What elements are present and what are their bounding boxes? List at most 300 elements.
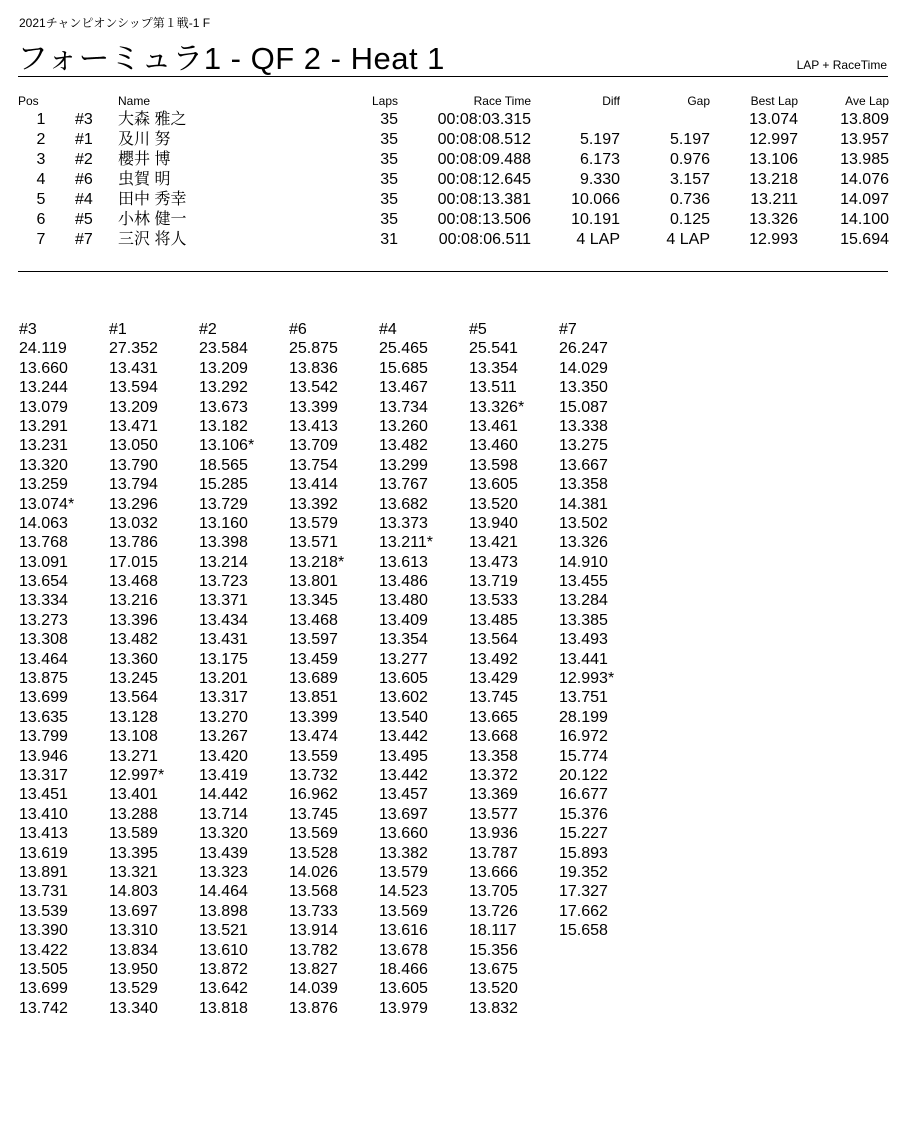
lap-time: 15.356 [469, 941, 518, 959]
lap-time: 13.326 [559, 534, 608, 552]
gap: 5.197 [669, 131, 710, 148]
lap-time: 13.340 [109, 999, 158, 1017]
lap-time: 13.660 [379, 825, 428, 843]
ave-lap: 14.076 [840, 171, 889, 188]
lap-time: 13.259 [19, 476, 68, 494]
lap-time: 13.310 [109, 922, 158, 940]
lap-column [379, 320, 467, 1018]
lap-time: 13.461 [469, 417, 518, 435]
best-lap: 13.218 [749, 171, 798, 188]
lap-time: 13.320 [199, 825, 248, 843]
lap-time: 16.677 [559, 786, 608, 804]
lap-time: 13.434 [199, 611, 248, 629]
lap-time: 13.482 [109, 631, 158, 649]
lap-time: 13.875 [19, 670, 68, 688]
lap-time: 13.605 [469, 476, 518, 494]
lap-time: 14.910 [559, 553, 608, 571]
lap-time: 13.492 [469, 650, 518, 668]
lap-time: 13.409 [379, 611, 428, 629]
lap-time: 13.464 [19, 650, 68, 668]
lap-time: 17.327 [559, 883, 608, 901]
lap-time: 13.474 [289, 728, 338, 746]
car-number: #1 [75, 131, 93, 148]
lap-time: 13.569 [289, 825, 338, 843]
lap-time: 13.382 [379, 844, 428, 862]
lap-time: 13.321 [109, 863, 158, 881]
lap-time: 13.520 [469, 980, 518, 998]
lap-time: 13.540 [379, 708, 428, 726]
diff: 9.330 [579, 171, 620, 188]
lap-column [469, 320, 557, 1018]
lap-time: 13.851 [289, 689, 338, 707]
race-time: 00:08:03.315 [437, 111, 531, 128]
lap-time: 24.119 [19, 340, 67, 358]
driver-name: 小林 健一 [118, 211, 187, 228]
lap-time: 13.533 [469, 592, 518, 610]
lap-time: 13.431 [199, 631, 248, 649]
lap-time: 13.216 [109, 592, 158, 610]
result-row [18, 110, 888, 130]
lap-time: 18.117 [469, 922, 517, 940]
pos: 4 [36, 171, 46, 188]
lap-time: 13.568 [289, 883, 338, 901]
lap-time: 13.801 [289, 573, 338, 591]
lap-time: 13.032 [109, 514, 158, 532]
lap-time: 13.571 [289, 534, 338, 552]
driver-name: 虫賀 明 [118, 171, 171, 188]
laps: 35 [380, 131, 398, 148]
lap-time: 19.352 [559, 863, 608, 881]
lap-column-header: #6 [289, 321, 307, 338]
lap-time: 13.675 [469, 960, 518, 978]
lap-time: 13.292 [199, 379, 248, 397]
lap-time: 13.291 [19, 417, 68, 435]
driver-name: 大森 雅之 [118, 111, 187, 128]
race-time: 00:08:13.506 [437, 211, 531, 228]
best-lap: 13.074 [749, 111, 798, 128]
lap-time: 13.320 [19, 456, 68, 474]
lap-time: 15.285 [199, 476, 248, 494]
col-name: Name [118, 94, 151, 108]
lap-time: 13.668 [469, 728, 518, 746]
lap-time: 13.439 [199, 844, 248, 862]
lap-column [199, 320, 287, 1018]
lap-time: 13.284 [559, 592, 608, 610]
lap-time: 13.665 [469, 708, 518, 726]
lap-time: 13.520 [469, 495, 518, 513]
lap-time: 13.410 [19, 805, 68, 823]
ave-lap: 14.097 [840, 191, 889, 208]
lap-time: 13.074* [19, 495, 75, 513]
lap-time: 13.699 [19, 980, 68, 998]
lap-time: 13.471 [109, 417, 158, 435]
lap-time: 13.350 [559, 379, 608, 397]
lap-time: 25.875 [289, 340, 338, 358]
diff: 10.191 [571, 211, 620, 228]
driver-name: 及川 努 [118, 131, 171, 148]
lap-time: 13.597 [289, 631, 338, 649]
best-lap: 13.326 [749, 211, 798, 228]
ave-lap: 13.809 [840, 111, 889, 128]
lap-time: 13.460 [469, 437, 518, 455]
lap-time: 15.376 [559, 805, 608, 823]
lap-time: 13.616 [379, 922, 428, 940]
diff: 5.197 [579, 131, 620, 148]
lap-time: 13.209 [109, 398, 158, 416]
lap-time: 13.354 [379, 631, 428, 649]
lap-time: 13.594 [109, 379, 158, 397]
lap-time: 13.768 [19, 534, 68, 552]
lap-time: 13.395 [109, 844, 158, 862]
col-diff: Diff [602, 94, 620, 108]
ave-lap: 13.985 [840, 151, 889, 168]
lap-time: 13.442 [379, 766, 428, 784]
lap-time: 13.231 [19, 437, 68, 455]
diff: 10.066 [571, 191, 620, 208]
lap-time: 25.465 [379, 340, 428, 358]
lap-time: 13.697 [109, 902, 158, 920]
lap-time: 13.577 [469, 805, 518, 823]
pos: 5 [36, 191, 46, 208]
lap-column [289, 320, 377, 1018]
lap-time: 13.786 [109, 534, 158, 552]
lap-time: 13.598 [469, 456, 518, 474]
lap-time: 13.372 [469, 766, 518, 784]
lap-time: 13.697 [379, 805, 428, 823]
lap-time: 13.050 [109, 437, 158, 455]
lap-time: 13.414 [289, 476, 338, 494]
lap-time: 13.420 [199, 747, 248, 765]
lap-time: 13.635 [19, 708, 68, 726]
lap-time: 13.613 [379, 553, 428, 571]
lap-time: 13.431 [109, 359, 158, 377]
lap-time: 13.296 [109, 495, 158, 513]
lap-time: 25.541 [469, 340, 518, 358]
results-table [18, 94, 888, 250]
pos: 6 [36, 211, 46, 228]
pos: 3 [36, 151, 46, 168]
result-row [18, 150, 888, 170]
lap-time: 13.602 [379, 689, 428, 707]
lap-column-header: #7 [559, 321, 577, 338]
laps: 31 [380, 231, 398, 248]
laps: 35 [380, 151, 398, 168]
lap-time: 13.392 [289, 495, 338, 513]
lap-time: 13.834 [109, 941, 158, 959]
lap-time: 13.660 [19, 359, 68, 377]
lap-time: 13.218* [289, 553, 345, 571]
lap-time: 13.876 [289, 999, 338, 1017]
lap-time: 13.373 [379, 514, 428, 532]
lap-time: 13.731 [19, 883, 68, 901]
lap-time: 13.891 [19, 863, 68, 881]
lap-time: 13.360 [109, 650, 158, 668]
lap-time: 13.564 [469, 631, 518, 649]
lap-time: 13.754 [289, 456, 338, 474]
lap-time: 13.385 [559, 611, 608, 629]
lap-time: 20.122 [559, 766, 608, 784]
race-time: 00:08:09.488 [437, 151, 531, 168]
lap-time: 13.106* [199, 437, 255, 455]
lap-time: 13.429 [469, 670, 518, 688]
lap-time: 13.790 [109, 456, 158, 474]
lap-time: 13.605 [379, 980, 428, 998]
lap-time: 14.803 [109, 883, 158, 901]
lap-column [559, 320, 647, 941]
gap: 3.157 [669, 171, 710, 188]
lap-time: 13.799 [19, 728, 68, 746]
result-row [18, 210, 888, 230]
lap-time: 15.087 [559, 398, 608, 416]
lap-time: 13.108 [109, 728, 158, 746]
lap-time: 13.505 [19, 960, 68, 978]
lap-time: 13.334 [19, 592, 68, 610]
lap-time: 13.528 [289, 844, 338, 862]
lap-time: 13.214 [199, 553, 248, 571]
lap-time: 12.997* [109, 766, 165, 784]
gap: 0.976 [669, 151, 710, 168]
lap-time: 13.399 [289, 708, 338, 726]
lap-time: 13.175 [199, 650, 248, 668]
laps: 35 [380, 171, 398, 188]
lap-time: 13.673 [199, 398, 248, 416]
lap-time: 13.245 [109, 670, 158, 688]
lap-time: 13.413 [19, 825, 68, 843]
lap-time: 13.244 [19, 379, 68, 397]
lap-time: 13.273 [19, 611, 68, 629]
car-number: #7 [75, 231, 93, 248]
lap-time: 13.299 [379, 456, 428, 474]
lap-time: 13.317 [19, 766, 68, 784]
lap-time: 13.413 [289, 417, 338, 435]
laps: 35 [380, 111, 398, 128]
lap-time: 13.482 [379, 437, 428, 455]
lap-time: 13.914 [289, 922, 338, 940]
lap-time: 13.745 [469, 689, 518, 707]
lap-time: 13.480 [379, 592, 428, 610]
lap-time: 14.442 [199, 786, 248, 804]
lap-time: 13.182 [199, 417, 248, 435]
ave-lap: 14.100 [840, 211, 889, 228]
lap-time: 13.201 [199, 670, 248, 688]
lap-time: 14.063 [19, 514, 68, 532]
lap-time: 13.936 [469, 825, 518, 843]
lap-time: 13.946 [19, 747, 68, 765]
lap-time: 13.486 [379, 573, 428, 591]
lap-time: 13.559 [289, 747, 338, 765]
lap-time: 13.872 [199, 960, 248, 978]
lap-time: 13.682 [379, 495, 428, 513]
lap-time: 15.893 [559, 844, 608, 862]
lap-time: 13.699 [19, 689, 68, 707]
best-lap: 12.997 [749, 131, 798, 148]
lap-time: 13.827 [289, 960, 338, 978]
lap-time: 14.523 [379, 883, 428, 901]
lap-time: 13.940 [469, 514, 518, 532]
lap-time: 13.323 [199, 863, 248, 881]
col-race-time: Race Time [473, 94, 531, 108]
lap-time: 13.422 [19, 941, 68, 959]
lap-time: 13.308 [19, 631, 68, 649]
lap-column [109, 320, 197, 1018]
lap-time: 13.457 [379, 786, 428, 804]
lap-time: 15.227 [559, 825, 608, 843]
lap-time: 12.993* [559, 670, 615, 688]
result-row [18, 190, 888, 210]
race-time: 00:08:13.381 [437, 191, 531, 208]
lap-time: 17.015 [109, 553, 158, 571]
lap-time: 13.358 [469, 747, 518, 765]
lap-time: 13.511 [469, 379, 517, 397]
ave-lap: 15.694 [840, 231, 889, 248]
lap-time: 15.685 [379, 359, 428, 377]
lap-column-header: #1 [109, 321, 127, 338]
lap-time: 16.972 [559, 728, 608, 746]
lap-time: 13.160 [199, 514, 248, 532]
lap-time: 13.950 [109, 960, 158, 978]
lap-time: 13.468 [109, 573, 158, 591]
lap-time: 13.579 [379, 863, 428, 881]
race-time: 00:08:06.511 [438, 231, 531, 248]
ave-lap: 13.957 [840, 131, 889, 148]
results-header [18, 94, 888, 110]
lap-time: 13.441 [559, 650, 608, 668]
lap-time: 13.211* [379, 534, 433, 552]
lap-time: 13.267 [199, 728, 248, 746]
lap-time: 13.371 [199, 592, 248, 610]
lap-time: 13.467 [379, 379, 428, 397]
best-lap: 13.211 [750, 191, 798, 208]
lap-time: 13.705 [469, 883, 518, 901]
result-row [18, 130, 888, 150]
lap-time: 13.832 [469, 999, 518, 1017]
lap-time: 13.723 [199, 573, 248, 591]
car-number: #4 [75, 191, 93, 208]
lap-time: 13.529 [109, 980, 158, 998]
lap-time: 27.352 [109, 340, 158, 358]
lap-time: 28.199 [559, 708, 608, 726]
lap-time: 15.658 [559, 922, 608, 940]
lap-time: 13.726 [469, 902, 518, 920]
lap-time: 13.979 [379, 999, 428, 1017]
lap-time: 13.787 [469, 844, 518, 862]
lap-time: 13.401 [109, 786, 158, 804]
lap-column-header: #2 [199, 321, 217, 338]
diff: 4 LAP [576, 231, 620, 248]
lap-time: 13.091 [19, 553, 68, 571]
car-number: #5 [75, 211, 93, 228]
lap-time: 13.502 [559, 514, 608, 532]
lap-time: 13.270 [199, 708, 248, 726]
race-time: 00:08:12.645 [437, 171, 531, 188]
gap: 4 LAP [666, 231, 710, 248]
page-title: フォーミュラ1 - QF 2 - Heat 1 [17, 41, 445, 76]
mode-label: LAP + RaceTime [796, 58, 887, 72]
lap-time: 13.275 [559, 437, 608, 455]
result-row [18, 230, 888, 250]
lap-time: 14.026 [289, 863, 338, 881]
lap-time: 13.451 [19, 786, 68, 804]
lap-time: 13.354 [469, 359, 518, 377]
lap-time: 13.709 [289, 437, 338, 455]
lap-time: 13.317 [199, 689, 248, 707]
col-pos: Pos [18, 94, 39, 108]
lap-time: 13.539 [19, 902, 68, 920]
lap-time: 13.390 [19, 922, 68, 940]
lap-time: 13.642 [199, 980, 248, 998]
lap-time: 13.398 [199, 534, 248, 552]
gap: 0.736 [669, 191, 710, 208]
lap-time: 15.774 [559, 747, 608, 765]
lap-time: 13.459 [289, 650, 338, 668]
lap-time: 13.605 [379, 670, 428, 688]
gap: 0.125 [669, 211, 710, 228]
lap-time: 13.654 [19, 573, 68, 591]
lap-column-header: #5 [469, 321, 487, 338]
lap-time: 18.565 [199, 456, 248, 474]
lap-time: 13.742 [19, 999, 68, 1017]
lap-time: 23.584 [199, 340, 248, 358]
lap-time: 13.485 [469, 611, 518, 629]
driver-name: 櫻井 博 [118, 151, 171, 168]
result-row [18, 170, 888, 190]
header-divider [18, 76, 888, 77]
lap-time: 13.079 [19, 398, 68, 416]
lap-time: 13.564 [109, 689, 158, 707]
lap-column [19, 320, 107, 1018]
lap-time: 13.666 [469, 863, 518, 881]
lap-time: 13.745 [289, 805, 338, 823]
lap-time: 13.610 [199, 941, 248, 959]
lap-time: 13.589 [109, 825, 158, 843]
pos: 1 [36, 111, 46, 128]
race-time: 00:08:08.512 [437, 131, 531, 148]
lap-time: 13.767 [379, 476, 428, 494]
lap-time: 13.468 [289, 611, 338, 629]
col-gap: Gap [687, 94, 710, 108]
laps: 35 [380, 191, 398, 208]
lap-time: 14.381 [559, 495, 608, 513]
lap-time: 13.345 [289, 592, 338, 610]
lap-time: 13.421 [469, 534, 518, 552]
best-lap: 12.993 [749, 231, 798, 248]
lap-time: 13.473 [469, 553, 518, 571]
lap-time: 13.719 [469, 573, 518, 591]
lap-column-header: #3 [19, 321, 37, 338]
pos: 7 [36, 231, 46, 248]
lap-time: 13.579 [289, 514, 338, 532]
lap-time: 13.836 [289, 359, 338, 377]
col-laps: Laps [371, 94, 398, 108]
car-number: #2 [75, 151, 93, 168]
lap-time: 13.734 [379, 398, 428, 416]
lap-time: 14.029 [559, 359, 608, 377]
diff: 6.173 [579, 151, 620, 168]
lap-time: 26.247 [559, 340, 608, 358]
driver-name: 三沢 将人 [118, 231, 187, 248]
lap-time: 13.751 [559, 689, 608, 707]
laps: 35 [380, 211, 398, 228]
lap-time: 13.818 [199, 999, 248, 1017]
lap-time: 13.288 [109, 805, 158, 823]
lap-time: 13.338 [559, 417, 608, 435]
lap-time: 13.732 [289, 766, 338, 784]
lap-time: 13.521 [199, 922, 248, 940]
lap-time: 13.667 [559, 456, 608, 474]
lap-time: 18.466 [379, 960, 428, 978]
lap-time: 13.782 [289, 941, 338, 959]
lap-time: 13.277 [379, 650, 428, 668]
